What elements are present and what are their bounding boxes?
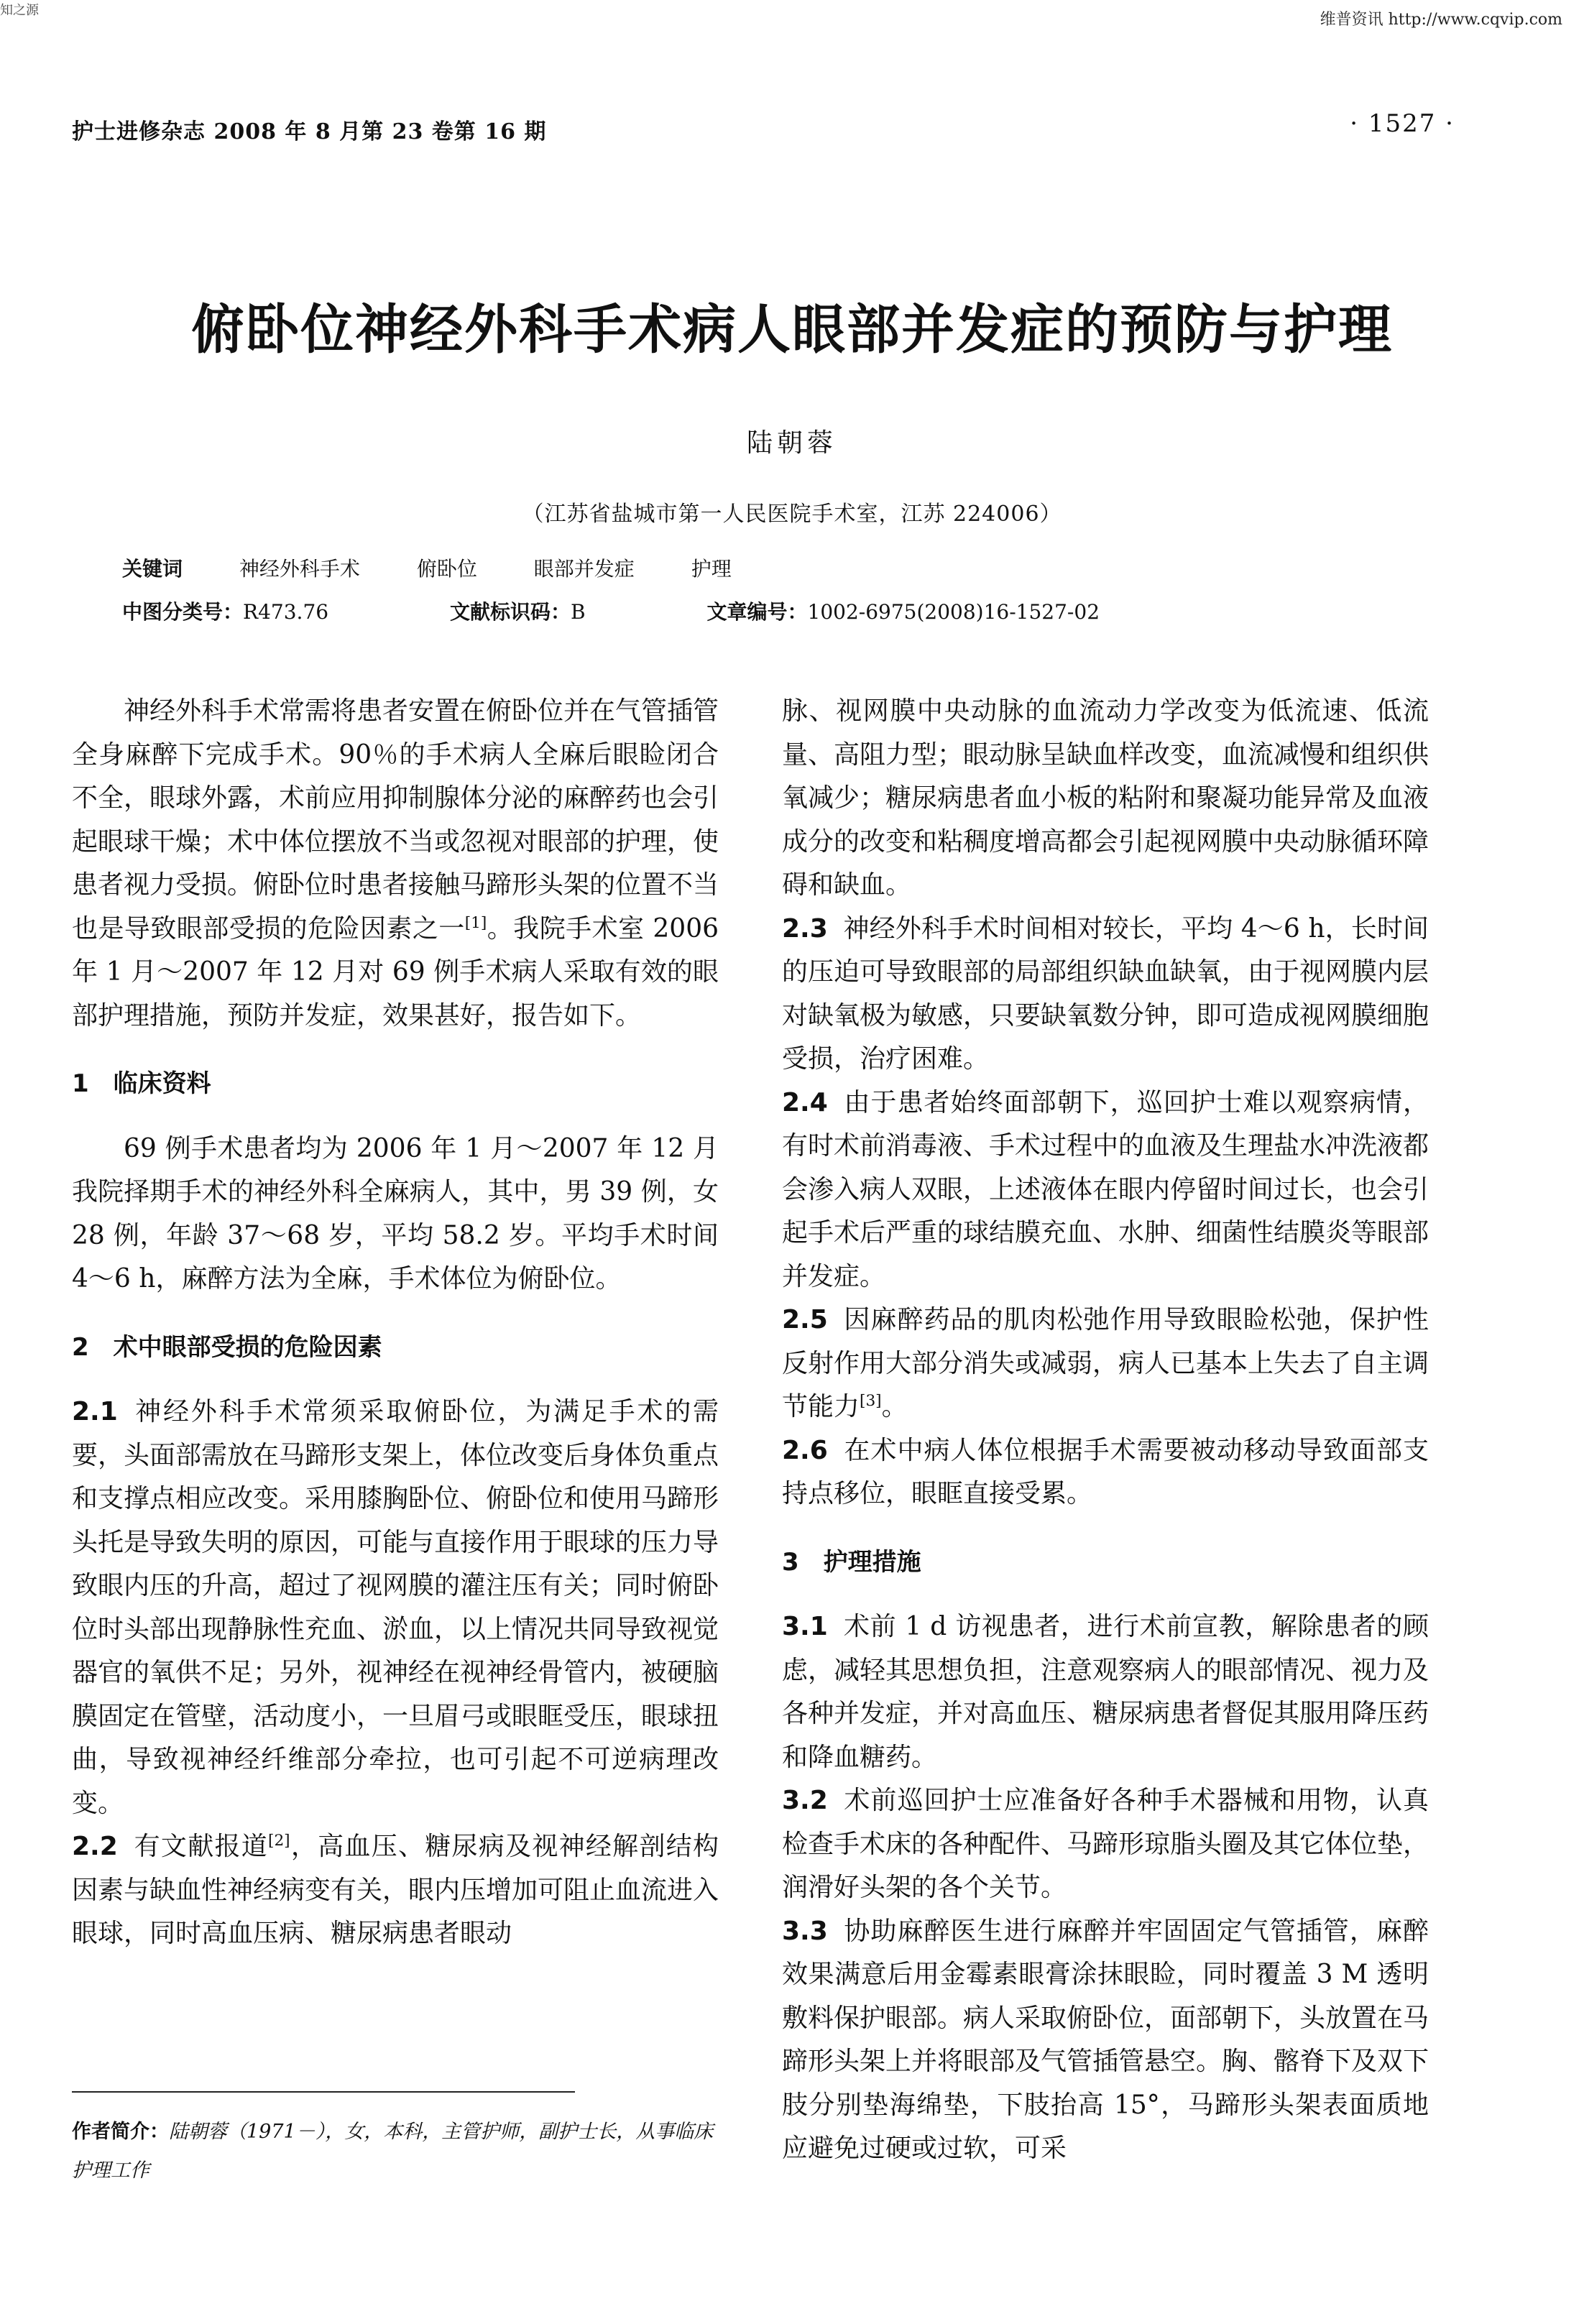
subsection-paragraph: 2.6 在术中病人体位根据手术需要被动移动导致面部支持点移位，眼眶直接受累。 — [782, 1435, 1429, 1508]
intro-paragraph: 神经外科手术常需将患者安置在俯卧位并在气管插管全身麻醉下完成手术。90％的手术病人全麻后眼睑闭合不全，眼球外露，术前应用抑制腺体分泌的麻醉药也会引起眼球干燥；术中体位摆放不当或忽视对眼部的护理，使患者视力受损。俯卧位时患者接触马蹄形头架的位置不当也是导致眼部受损的危险因素之一[1]。我院手术室 2006 年 1 月～2007 年 12 月对 69 例手术病人采取有效的眼部护理措施，预防并发症，效果甚好，报告如下。 — [72, 696, 719, 1030]
classification-line — [122, 596, 1215, 625]
affiliation: （江苏省盐城市第一人民医院手术室，江苏 224006） — [522, 502, 1062, 527]
article-number-value: 1002-6975(2008)16-1527-02 — [807, 600, 1100, 624]
subsection-paragraph: 3.2 术前巡回护士应准备好各种手术器械和用物，认真检查手术床的各种配件、马蹄形琼脂头圈及其它体位垫，润滑好头架的各个关节。 — [782, 1786, 1429, 1902]
subsection-paragraph: 3.1 术前 1 d 访视患者，进行术前宣教，解除患者的顾虑，减轻其思想负担，注意观察病人的眼部情况、视力及各种并发症，并对高血压、糖尿病患者督促其服用降压药和降血糖药。 — [782, 1612, 1429, 1772]
doc-code-label: 文献标识码： — [449, 600, 571, 624]
section-heading: 3 护理措施 — [782, 1547, 921, 1577]
keywords-label: 关键词 — [122, 557, 183, 581]
author-footnote — [72, 2113, 719, 2190]
doc-code-value: B — [571, 600, 586, 624]
subsection-paragraph: 2.1 神经外科手术常须采取俯卧位，为满足手术的需要，头面部需放在马蹄形支架上，体位改变后身体负重点和支撑点相应改变。采用膝胸卧位、俯卧位和使用马蹄形头托是导致失明的原因，可能与直接作用于眼球的压力导致眼内压的升高，超过了视网膜的灌注压有关；同时俯卧位时头部出现静脉性充血、淤血，以上情况共同导致视觉器官的氧供不足；另外，视神经在视神经骨管内，被硬脑膜固定在管壁，活动度小，一旦眉弓或眼眶受压，眼球扭曲，导致视神经纤维部分牵拉，也可引起不可逆病理改变。 — [72, 1397, 719, 1818]
clc-label: 中图分类号： — [122, 600, 244, 624]
article-title: 俯卧位神经外科手术病人眼部并发症的预防与护理 — [191, 299, 1393, 361]
keyword-item: 俯卧位 — [416, 557, 477, 581]
subsection-paragraph: 2.3 神经外科手术时间相对较长，平均 4～6 h，长时间的压迫可导致眼部的局部组织缺血缺氧，由于视网膜内层对缺氧极为敏感，只要缺氧数分钟，即可造成视网膜细胞受损，治疗困难。 — [782, 913, 1429, 1074]
section-heading: 1 临床资料 — [72, 1069, 211, 1098]
subsection-paragraph: 2.4 由于患者始终面部朝下，巡回护士难以观察病情，有时术前消毒液、手术过程中的血液及生理盐水冲洗液都会渗入病人双眼，上述液体在眼内停留时间过长，也会引起手术后严重的球结膜充血、水肿、细菌性结膜炎等眼部并发症。 — [782, 1087, 1429, 1291]
continued-paragraph: 脉、视网膜中央动脉的血流动力学改变为低流速、低流量、高阻力型；眼动脉呈缺血样改变，血流减慢和组织供氧减少；糖尿病患者血小板的粘附和聚凝功能异常及血液成分的改变和粘稠度增高都会引起视网膜中央动脉循环障碍和缺血。 — [782, 696, 1429, 900]
keywords-line — [122, 553, 782, 582]
right-column — [782, 690, 1429, 2171]
keyword-item: 神经外科手术 — [239, 557, 360, 581]
page-number: · 1527 · — [1350, 109, 1455, 138]
subsection-paragraph: 2.5 因麻醉药品的肌肉松弛作用导致眼睑松弛，保护性反射作用大部分消失或减弱，病人已基本上失去了自主调节能力[3]。 — [782, 1305, 1429, 1421]
keyword-item: 眼部并发症 — [533, 557, 635, 581]
left-column — [72, 690, 719, 1956]
author-name: 陆朝蓉 — [746, 428, 837, 458]
subsection-paragraph: 3.3 协助麻醉医生进行麻醉并牢固固定气管插管，麻醉效果满意后用金霉素眼膏涂抹眼睑，同时覆盖 3 M 透明敷料保护眼部。病人采取俯卧位，面部朝下，头放置在马蹄形头架上并将眼部及气管插管悬空。胸、髂脊下及双下肢分别垫海绵垫，下肢抬高 15°，马蹄形头架表面质地应避免过硬或过软，可采 — [782, 1916, 1429, 2163]
keyword-item: 护理 — [691, 557, 732, 581]
journal-header: 护士进修杂志 2008 年 8 月第 23 卷第 16 期 — [72, 119, 547, 144]
subsection-paragraph: 2.2 有文献报道[2]，高血压、糖尿病及视神经解剖结构因素与缺血性神经病变有关，眼内压增加可阻止血流进入眼球，同时高血压病、糖尿病患者眼动 — [72, 1832, 719, 1948]
citation-ref: [3] — [860, 1392, 882, 1410]
clc-value: R473.76 — [243, 600, 329, 624]
clinical-data-paragraph: 69 例手术患者均为 2006 年 1 月～2007 年 12 月我院择期手术的神经外科全麻病人，其中，男 39 例，女 28 例，年龄 37～68 岁，平均 58.2 岁。平均手术时间 4～6 h，麻醉方法为全麻，手术体位为俯卧位。 — [72, 1133, 719, 1294]
site-header: 维普资讯 http://www.cqvip.com — [1320, 11, 1562, 29]
footnote-body: 陆朝蓉（1971－），女，本科，主管护师，副护士长，从事临床护理工作 — [72, 2121, 714, 2182]
footnote-divider — [72, 2091, 575, 2093]
citation-ref: [1] — [464, 913, 487, 932]
footnote-label: 作者简介： — [72, 2121, 169, 2143]
section-heading: 2 术中眼部受损的危险因素 — [72, 1332, 382, 1362]
article-number-label: 文章编号： — [706, 600, 808, 624]
corner-mark: 知之源 — [0, 3, 39, 18]
citation-ref: [2] — [268, 1832, 290, 1850]
